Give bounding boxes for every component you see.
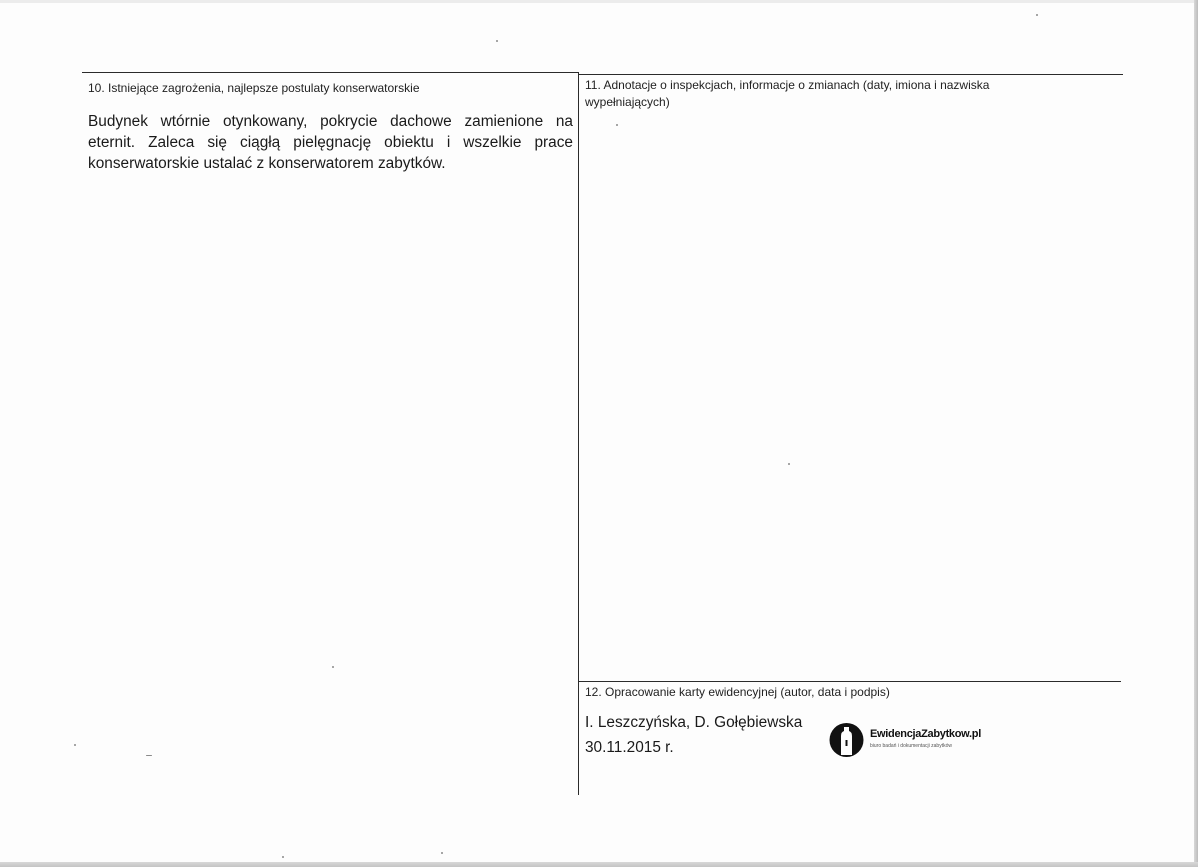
logo-name: EwidencjaZabytkow.pl xyxy=(870,728,981,740)
logo-tagline: biuro badań i dokumentacji zabytków xyxy=(870,743,952,749)
section10-body-text: Budynek wtórnie otynkowany, pokrycie dachowe zamienione na eternit. Zaleca się ciągłą pielęgnację obiektu i wszelkie prace konserwatorskie ustalać z konserwatorem zabytków. xyxy=(88,113,573,172)
building-silhouette-icon xyxy=(829,722,864,758)
scan-speck xyxy=(496,40,498,42)
scan-speck xyxy=(1036,14,1038,16)
section10-heading: 10. Istniejące zagrożenia, najlepsze postulaty konserwatorskie xyxy=(88,81,420,95)
scan-edge-bottom xyxy=(0,862,1198,867)
author-date: 30.11.2015 r. xyxy=(585,739,674,756)
ewidencja-zabytkow-logo xyxy=(829,722,989,760)
scan-speck xyxy=(441,852,443,854)
scan-speck xyxy=(616,124,618,126)
top-rule-right xyxy=(578,74,1123,75)
scan-speck xyxy=(74,744,76,746)
section12-heading: 12. Opracowanie karty ewidencyjnej (autor, data i podpis) xyxy=(585,685,890,699)
author-names: I. Leszczyńska, D. Gołębiewska xyxy=(585,714,803,731)
section11-heading-line2: wypełniających) xyxy=(585,95,670,109)
scan-speck xyxy=(332,666,334,668)
scan-speck xyxy=(282,856,284,858)
scan-edge-right xyxy=(1194,0,1198,867)
section11-heading-line1: 11. Adnotacje o inspekcjach, informacje o zmianach (daty, imiona i nazwiska xyxy=(585,78,990,92)
scan-speck xyxy=(146,755,152,756)
top-rule-left xyxy=(82,72,578,73)
column-divider xyxy=(578,72,579,795)
section12-rule xyxy=(578,681,1121,682)
scan-speck xyxy=(788,463,790,465)
